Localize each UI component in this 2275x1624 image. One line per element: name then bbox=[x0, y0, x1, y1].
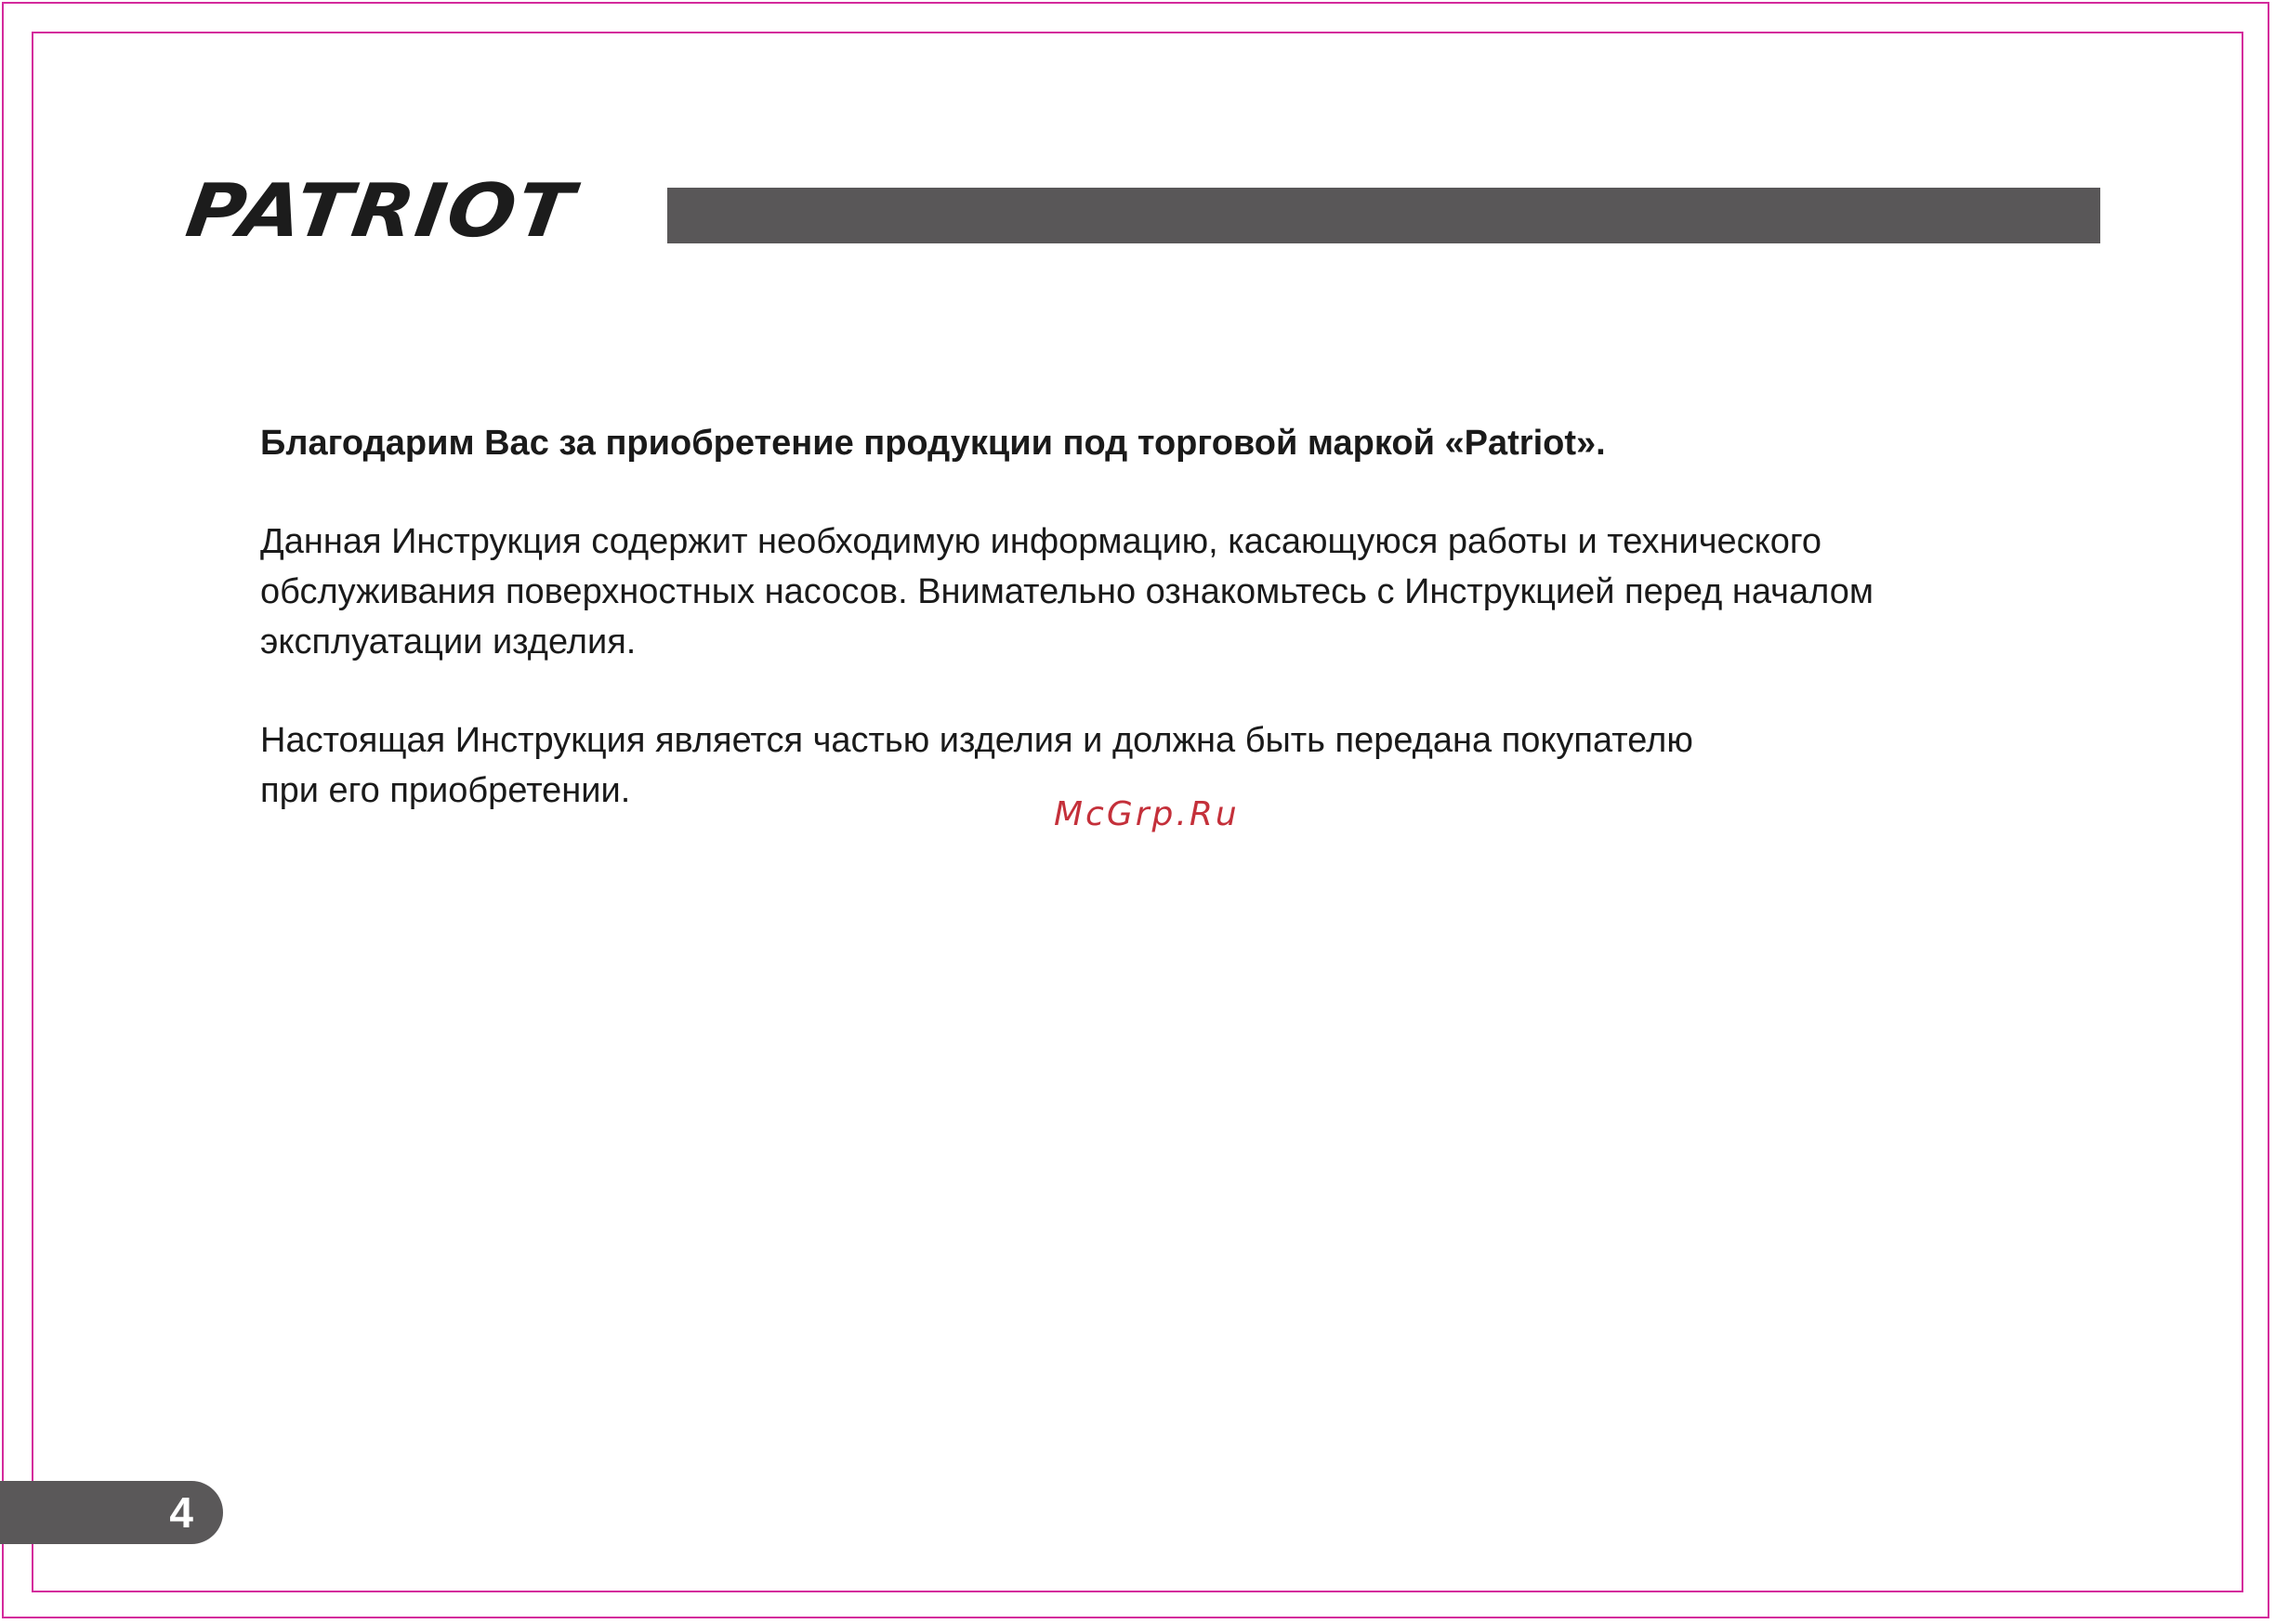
watermark-text: McGrp.Ru bbox=[1054, 795, 1240, 833]
paragraph-line: обслуживания поверхностных насосов. Внимательно ознакомьтесь с Инструкцией перед началом bbox=[260, 572, 1874, 611]
header-bar bbox=[667, 188, 2100, 243]
thank-you-heading: Благодарим Вас за приобретение продукции под торговой маркой «Patriot». bbox=[260, 424, 1606, 463]
patriot-logo: PATRIOT bbox=[180, 168, 580, 255]
paragraph-line: эксплуатации изделия. bbox=[260, 622, 637, 661]
paragraph-line: при его приобретении. bbox=[260, 771, 631, 810]
paragraph-line: Данная Инструкция содержит необходимую информацию, касающуюся работы и технического bbox=[260, 522, 1821, 561]
paragraph-instruction-purpose bbox=[260, 517, 2100, 667]
page-number-tab bbox=[0, 1481, 223, 1544]
paragraph-line: Настоящая Инструкция является частью изделия и должна быть передана покупателю bbox=[260, 721, 1693, 760]
page-number: 4 bbox=[169, 1488, 193, 1537]
